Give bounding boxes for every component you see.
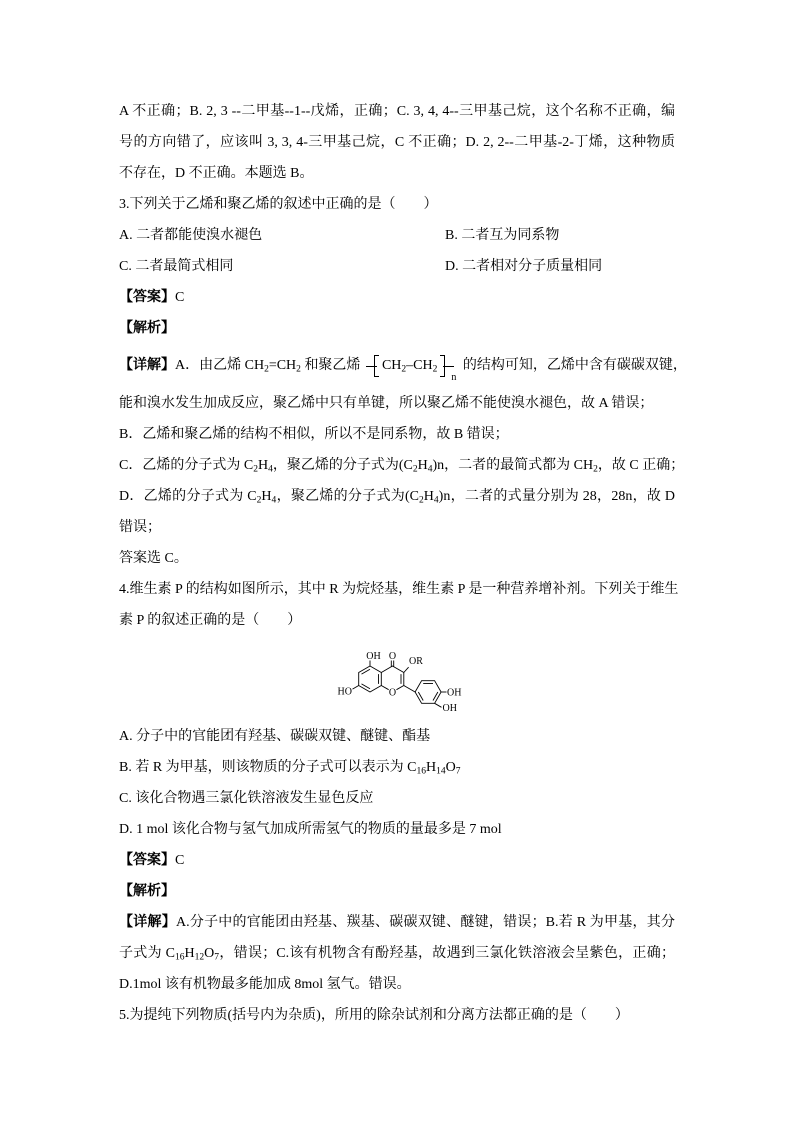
polymer-subscript-2: 2	[432, 364, 438, 375]
subscript: 16	[175, 952, 185, 963]
q4-answer-value: C	[175, 853, 185, 868]
q3-detail-line-4	[119, 450, 685, 481]
q4-detail-line-1	[119, 907, 675, 938]
q3-answer-value: C	[175, 290, 185, 305]
polyethylene-structural-formula	[366, 354, 457, 383]
ring-c	[381, 666, 404, 690]
text-segment: ，故 C 正确；	[597, 458, 685, 473]
subscript: 2	[296, 364, 301, 375]
text-segment: H	[426, 760, 437, 775]
q3-detail-line-5	[119, 481, 675, 512]
subscript: 4	[427, 464, 433, 475]
q3-detail-text: A．由乙烯 CH	[175, 358, 265, 373]
vitamin-p-structure-diagram	[330, 645, 470, 721]
c3-prime-hydroxyl-label: OH	[442, 702, 457, 714]
text-segment: ，聚乙烯的分子式为(C	[276, 489, 419, 504]
c3-or-label: OR	[409, 655, 423, 667]
text-segment: B. 若 R 为甲基，则该物质的分子式可以表示为 C	[119, 760, 417, 775]
text-segment: ，错误；C.该有机物含有酚羟基，故遇到三氯化铁溶液会呈紫色，正确；	[219, 946, 675, 961]
q3-analysis-label: 【解析】	[119, 321, 175, 336]
polymer-bond: –	[406, 357, 414, 373]
q3-answer-label: 【答案】	[119, 290, 175, 305]
text-segment: 子式为 C	[119, 946, 176, 961]
q4-option-b	[119, 752, 675, 783]
q3-detail-text: 的结构可知，乙烯中含有碳碳双键，	[459, 358, 687, 373]
text-segment: )n，二者的式量分别为 28，28n，故 D	[438, 489, 676, 504]
c3-or-bond	[404, 667, 409, 672]
vitamin-p-structure-figure	[119, 636, 675, 721]
text-segment: H	[423, 489, 434, 504]
polymer-left-bracket	[374, 355, 379, 377]
ring-oxygen-label: O	[388, 687, 397, 698]
q3-option-a: A. 二者都能使溴水褪色	[119, 228, 263, 243]
q4-option-a: A. 分子中的官能团有羟基、碳碳双键、醚键、酯基	[119, 729, 431, 744]
q4-detail-line-2	[119, 938, 675, 969]
ring-c-to-ring-b-bond	[404, 685, 415, 692]
polymer-group-2: CH	[413, 357, 433, 373]
q3-options-row-1	[119, 220, 675, 251]
prev-analysis-line-1: A 不正确；B. 2, 3 --二甲基--1--戊烯，正确；C. 3, 4, 4--三甲基己烷，这个名称不正确，编	[119, 104, 675, 119]
q3-option-b: B. 二者互为同系物	[445, 228, 560, 243]
subscript: 2	[419, 495, 424, 506]
q4-detail-label: 【详解】	[119, 915, 176, 930]
ring-b	[415, 680, 441, 703]
subscript: 2	[412, 464, 418, 475]
text-segment: H	[417, 458, 428, 473]
subscript: 7	[455, 766, 461, 777]
text-segment: )n，二者的最简式都为 CH	[432, 458, 594, 473]
c7-ho-bond	[353, 685, 359, 689]
text-segment: D．乙烯的分子式为 C	[119, 489, 257, 504]
text-segment: O	[445, 760, 456, 775]
q4-answer-label: 【答案】	[119, 853, 175, 868]
subscript: 4	[268, 464, 273, 475]
subscript: 7	[214, 952, 220, 963]
text-segment: O	[204, 946, 215, 961]
subscript: 14	[436, 766, 446, 777]
text-segment: ，聚乙烯的分子式为(C	[272, 458, 413, 473]
q3-conclusion: 答案选 C。	[119, 551, 188, 566]
c3p-oh-bond	[435, 703, 442, 707]
subscript: 12	[194, 952, 205, 963]
text-segment: H	[261, 489, 272, 504]
polymer-degree-n: n	[451, 371, 457, 383]
q3-detail-text: 和聚乙烯	[300, 358, 364, 373]
q4-option-c: C. 该化合物遇三氯化铁溶液发生显色反应	[119, 791, 374, 806]
subscript: 2	[256, 495, 262, 506]
q4-stem-line-1: 4.维生素 P 的结构如图所示，其中 R 为烷烃基，维生素 P 是一种营养增补剂。下列关于维生	[119, 582, 679, 597]
q4-detail-line-3: D.1mol 该有机物最多能加成 8mol 氢气。错误。	[119, 977, 411, 992]
polymer-group-1: CH	[381, 357, 402, 373]
text-segment: C．乙烯的分子式为 C	[119, 458, 254, 473]
document-content	[119, 96, 687, 1031]
q3-detail-line-2: 能和溴水发生加成反应，聚乙烯中只有单键，所以聚乙烯不能使溴水褪色，故 A 错误；	[119, 396, 654, 411]
q3-detail-line-3: B．乙烯和聚乙烯的结构不相似，所以不是同系物，故 B 错误；	[119, 427, 509, 442]
q3-answer	[119, 282, 675, 313]
q3-detail-line-6: 错误；	[119, 520, 161, 535]
ring-a	[359, 666, 382, 692]
q3-detail-label: 【详解】	[119, 358, 175, 373]
prev-analysis-line-2: 号的方向错了，应该叫 3, 3, 4-三甲基己烷，C 不正确；D. 2, 2--二甲基-2-丁烯，这种物质	[119, 135, 675, 150]
c4-prime-hydroxyl-label: OH	[447, 687, 462, 698]
q3-detail-line-1	[119, 344, 687, 388]
q4-analysis-label: 【解析】	[119, 884, 175, 899]
q4-detail-text: A.分子中的官能团由羟基、羰基、碳碳双键、醚键，错误；B.若 R 为甲基，其分	[175, 915, 675, 930]
polymer-subscript-1: 2	[401, 364, 407, 375]
q4-option-d: D. 1 mol 该化合物与氢气加成所需氢气的物质的量最多是 7 mol	[119, 822, 502, 837]
prev-analysis-line-3: 不存在，D 不正确。本题选 B。	[119, 166, 314, 181]
carbonyl-oxygen-label: O	[388, 650, 397, 662]
ring-c-bond	[381, 685, 388, 689]
q3-options-row-2	[119, 251, 675, 282]
q3-stem: 3.下列关于乙烯和聚乙烯的叙述中正确的是（ ）	[119, 197, 438, 212]
subscript: 2	[593, 464, 598, 475]
subscript: 2	[264, 364, 269, 375]
c5-hydroxyl-label: OH	[366, 650, 381, 662]
subscript: 4	[271, 495, 277, 506]
subscript: 4	[433, 495, 439, 506]
q3-option-c: C. 二者最简式相同	[119, 259, 234, 274]
subscript: 16	[416, 766, 427, 777]
q3-option-d: D. 二者相对分子质量相同	[445, 259, 603, 274]
c7-hydroxyl-label: HO	[337, 686, 352, 697]
q4-stem-line-2: 素 P 的叙述正确的是（ ）	[119, 613, 302, 628]
text-segment: H	[257, 458, 269, 473]
subscript: 2	[253, 464, 258, 475]
q4-answer	[119, 845, 675, 876]
text-segment: H	[184, 946, 195, 961]
q5-stem: 5.为提纯下列物质(括号内为杂质)，所用的除杂试剂和分离方法都正确的是（ ）	[119, 1008, 629, 1023]
q3-detail-text: =CH	[268, 358, 297, 373]
polymer-right-bond-line	[443, 366, 454, 367]
